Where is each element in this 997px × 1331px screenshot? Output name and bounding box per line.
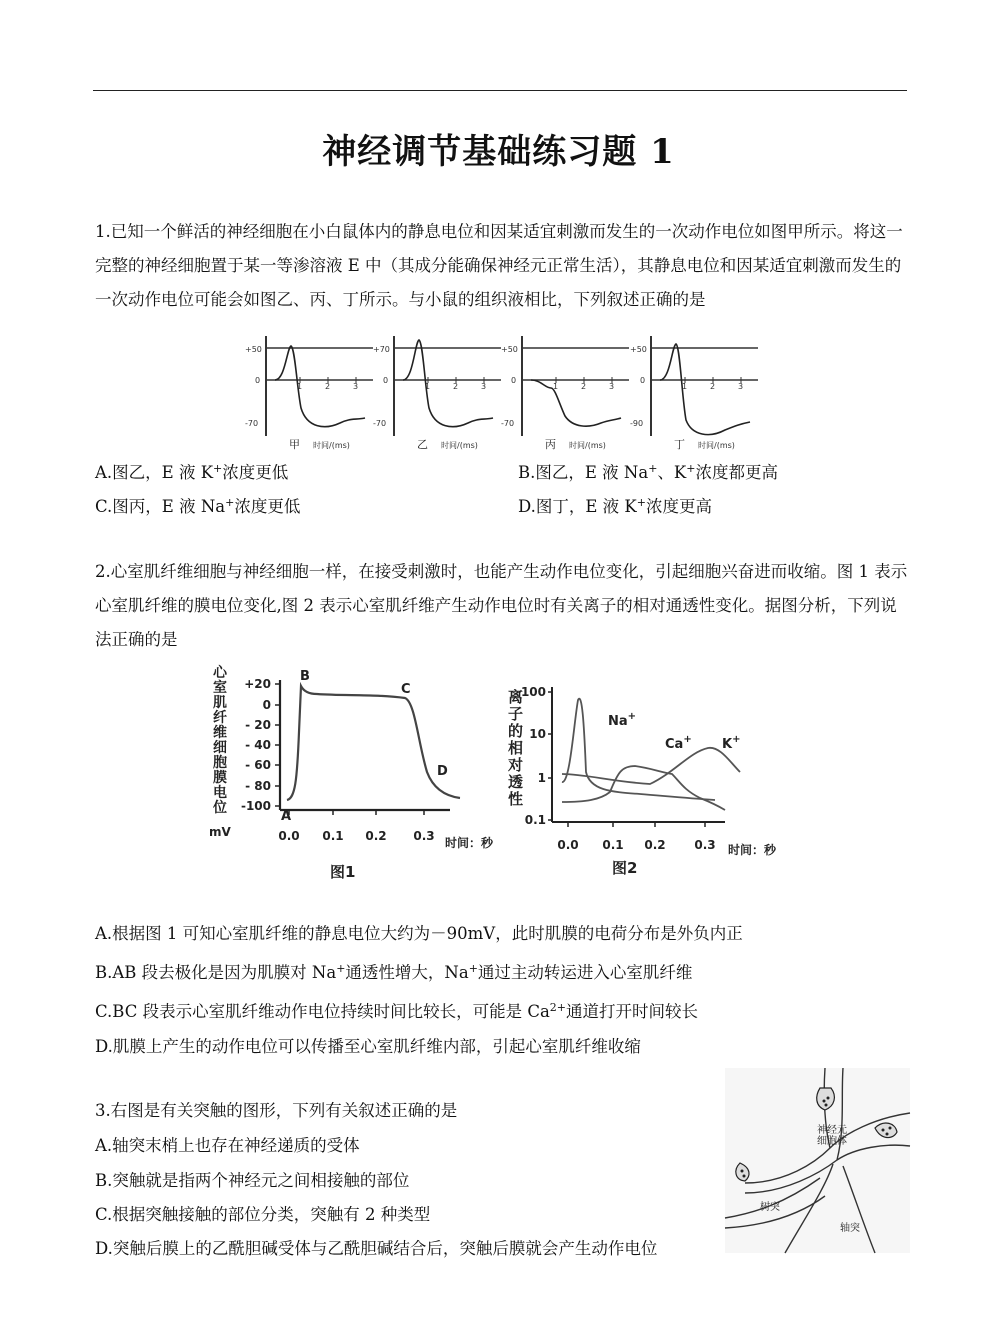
q1-tick-label: 2 <box>581 382 587 391</box>
fig1-ylabel-char: 纤 <box>213 710 227 726</box>
fig1-ylabel-char: 胞 <box>213 755 227 771</box>
q1-potential-curve <box>403 340 493 427</box>
fig1-xtick: 0.0 <box>278 829 300 843</box>
q1-zero-label: 0 <box>255 376 261 385</box>
fig1-ylabel-char: 心 <box>213 665 227 681</box>
q2-option-b[interactable]: B.AB 段去极化是因为肌膜对 Na+通透性增大，Na+通过主动转运进入心室肌纤维 <box>95 962 693 982</box>
q1-graph-label: 丙 <box>545 438 556 451</box>
q1-tick-label: 1 <box>553 382 559 391</box>
q1-tick-label: 1 <box>425 382 431 391</box>
q3-option-a[interactable]: A.轴突末梢上也存在神经递质的受体 <box>95 1136 360 1155</box>
fig2-ylabel-char: 的 <box>508 722 524 740</box>
q1-option-a[interactable]: A.图乙，E 液 K+浓度更低 <box>95 462 289 482</box>
q1-x-unit: 时间/(ms) <box>441 441 478 450</box>
fig2-ylabel-char: 透 <box>508 773 524 791</box>
q1-top-label: +50 <box>630 345 647 354</box>
fig2-ion-label-k: K+ <box>722 734 741 752</box>
fig1-point-C: C <box>401 682 411 697</box>
q3-option-d[interactable]: D.突触后膜上的乙酰胆碱受体与乙酰胆碱结合后，突触后膜就会产生动作电位 <box>95 1239 658 1258</box>
q1-tick-label: 2 <box>710 382 716 391</box>
q1-bottom-label: -70 <box>373 419 387 428</box>
fig2-ytick: 1 <box>537 771 546 785</box>
fig2-xtick: 0.3 <box>694 838 716 852</box>
q1-graph-1 <box>245 336 373 451</box>
fig2-xtick: 0.2 <box>644 838 666 852</box>
q2-option-c[interactable]: C.BC 段表示心室肌纤维动作电位持续时间比较长，可能是 $Ca^{2+}$通道打开时间较长 <box>95 1001 699 1021</box>
fig1-ytick: - 60 <box>245 758 271 772</box>
fig1-potential-curve <box>287 686 460 800</box>
q1-tick-label: 3 <box>609 382 615 391</box>
q2-figure-1 <box>205 662 505 887</box>
fig2-na-curve <box>562 699 715 800</box>
synapse-figure <box>725 1068 910 1253</box>
synapse-cell-body-label: 神经元细胞体 <box>817 1125 847 1147</box>
fig1-ylabel-char: 肌 <box>213 695 227 711</box>
fig2-ytick: 100 <box>520 685 546 699</box>
q1-x-unit: 时间/(ms) <box>698 441 735 450</box>
fig1-ylabel-char: 电 <box>213 785 227 801</box>
q1-option-c[interactable]: C.图丙，E 液 Na+浓度更低 <box>95 496 301 516</box>
q2-option-d[interactable]: D.肌膜上产生的动作电位可以传播至心室肌纤维内部，引起心室肌纤维收缩 <box>95 1037 641 1056</box>
fig1-ylabel-char: 室 <box>213 680 227 696</box>
fig1-xlabel: 时间：秒 <box>445 836 494 850</box>
fig2-ylabel-char: 性 <box>508 790 524 808</box>
q2-option-a[interactable]: A.根据图 1 可知心室肌纤维的静息电位大约为－90mV，此时肌膜的电荷分布是外负内正 <box>95 924 743 943</box>
q1-tick-label: 3 <box>481 382 487 391</box>
fig2-ytick: 10 <box>529 727 546 741</box>
fig2-caption: 图2 <box>612 859 638 877</box>
q1-tick-label: 3 <box>353 382 359 391</box>
fig1-ylabel-char: 膜 <box>213 770 227 786</box>
q1-tick-label: 3 <box>738 382 744 391</box>
q1-graph-2 <box>373 336 501 451</box>
fig1-ytick: - 40 <box>245 738 271 752</box>
q1-potential-curve <box>531 380 621 426</box>
q1-potential-curve <box>275 346 365 427</box>
fig1-ylabel-char: 位 <box>213 800 227 816</box>
fig2-ytick: 0.1 <box>524 813 546 827</box>
q1-graph-label: 丁 <box>674 438 685 451</box>
q2-stem: 2.心室肌纤维细胞与神经细胞一样，在接受刺激时，也能产生动作电位变化，引起细胞兴奋进而收缩。图 1 表示心室肌纤维的膜电位变化,图 2 表示心室肌纤维产生动作电位时有关离子的相对通透性变化。据图分析，下列说法正确的是 <box>95 562 908 649</box>
q1-option-d[interactable]: D.图丁，E 液 K+浓度更高 <box>518 496 712 516</box>
fig2-ylabel-char: 相 <box>508 739 524 757</box>
q1-bottom-label: -70 <box>501 419 515 428</box>
q1-graph-label: 乙 <box>417 438 428 451</box>
fig1-ytick: - 20 <box>245 718 271 732</box>
q1-graph-3 <box>501 336 629 451</box>
fig1-ytick: +20 <box>244 677 271 691</box>
q1-zero-label: 0 <box>640 376 646 385</box>
header-rule <box>93 90 907 91</box>
q1-top-label: +50 <box>245 345 262 354</box>
fig2-ylabel-char: 子 <box>508 705 524 723</box>
q1-option-b[interactable]: B.图乙，E 液 Na+、K+浓度都更高 <box>518 462 778 482</box>
q1-figure <box>245 328 765 458</box>
q1-zero-label: 0 <box>511 376 517 385</box>
q1-potential-curve <box>660 344 750 435</box>
q1-top-label: +50 <box>501 345 518 354</box>
synapse-dendrite-label: 树突 <box>760 1202 780 1213</box>
q1-graph-4 <box>630 336 758 451</box>
fig1-ytick: - 80 <box>245 779 271 793</box>
q1-tick-label: 2 <box>325 382 331 391</box>
q1-graph-label: 甲 <box>289 438 300 451</box>
fig1-point-D: D <box>437 764 448 779</box>
fig1-xtick: 0.1 <box>322 829 344 843</box>
q1-tick-label: 1 <box>682 382 688 391</box>
q1-bottom-label: -70 <box>245 419 259 428</box>
fig1-ytick: 0 <box>262 698 271 712</box>
q1-tick-label: 2 <box>453 382 459 391</box>
q3-option-c[interactable]: C.根据突触接触的部位分类，突触有 2 种类型 <box>95 1205 431 1224</box>
fig2-ion-label-na: Na+ <box>608 711 637 729</box>
fig1-xtick: 0.2 <box>365 829 387 843</box>
fig2-xtick: 0.1 <box>602 838 624 852</box>
page-title: 神经调节基础练习题 1 <box>322 132 675 172</box>
fig1-xtick: 0.3 <box>413 829 435 843</box>
fig1-yunit: mV <box>209 825 231 839</box>
q1-top-label: +70 <box>373 345 390 354</box>
fig2-ylabel-char: 离 <box>508 688 524 706</box>
fig2-xtick: 0.0 <box>557 838 579 852</box>
q3-option-b[interactable]: B.突触就是指两个神经元之间相接触的部位 <box>95 1171 410 1190</box>
fig2-ylabel-char: 对 <box>508 756 524 774</box>
fig1-point-B: B <box>300 669 310 684</box>
fig2-ion-label-ca: Ca+ <box>665 734 692 752</box>
fig1-point-A: A <box>281 809 292 824</box>
q3-stem: 3.右图是有关突触的图形，下列有关叙述正确的是 <box>95 1101 458 1120</box>
fig1-ytick: -100 <box>240 799 271 813</box>
synapse-axon-label: 轴突 <box>840 1223 860 1234</box>
q1-tick-label: 1 <box>297 382 303 391</box>
fig1-ylabel-char: 维 <box>213 725 227 741</box>
fig1-caption: 图1 <box>330 863 356 881</box>
q1-zero-label: 0 <box>383 376 389 385</box>
q2-figure-2 <box>500 662 790 887</box>
q1-stem: 1.已知一个鲜活的神经细胞在小白鼠体内的静息电位和因某适宜刺激而发生的一次动作电位如图甲所示。将这一完整的神经细胞置于某一等渗溶液 E 中（其成分能确保神经元正常生活），其静息电位和因某适宜刺激而发生的一次动作电位可能会如图乙、丙、丁所示。与小鼠的组织液相比，下列叙述正确的是 <box>95 222 903 309</box>
q1-x-unit: 时间/(ms) <box>313 441 350 450</box>
fig2-xlabel: 时间：秒 <box>728 843 777 857</box>
fig1-ylabel-char: 细 <box>213 740 227 756</box>
q1-bottom-label: -90 <box>630 419 644 428</box>
q1-x-unit: 时间/(ms) <box>569 441 606 450</box>
